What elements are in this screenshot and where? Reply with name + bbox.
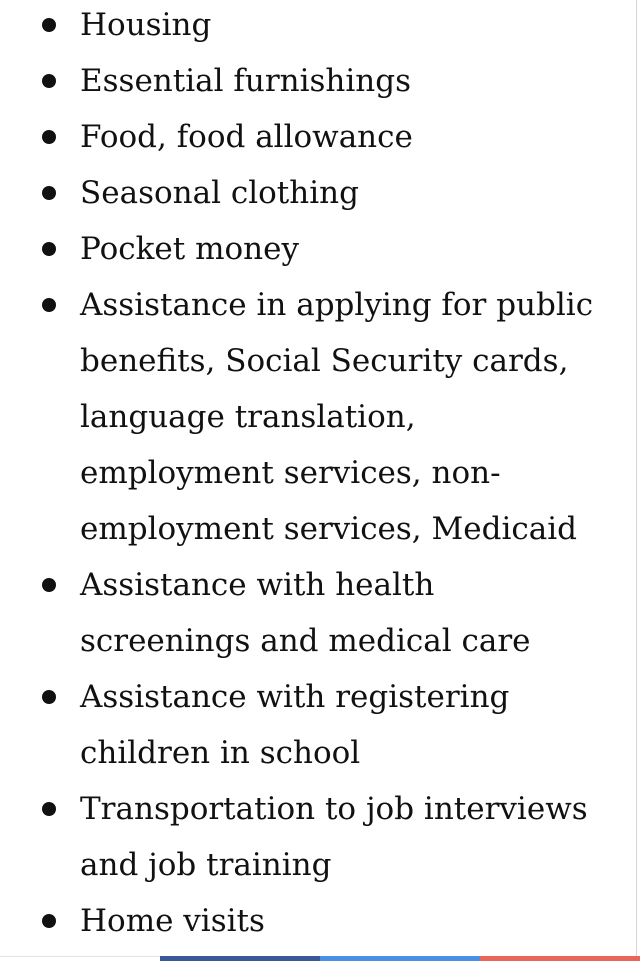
list-item-home-visits xyxy=(0,893,640,949)
list-item-text: Home visits xyxy=(80,903,265,939)
color-bar-segment xyxy=(480,956,640,961)
list-item-text: Food, food allowance xyxy=(80,119,413,155)
list-item-public-benefits-assistance xyxy=(0,277,640,557)
bullet-icon xyxy=(42,914,56,928)
bullet-icon xyxy=(42,578,56,592)
color-bar-segment xyxy=(320,956,480,961)
bullet-icon xyxy=(42,130,56,144)
list-item-text: Pocket money xyxy=(80,231,299,267)
list-item-food xyxy=(0,109,640,165)
color-bar-segment xyxy=(160,956,320,961)
share-color-bar xyxy=(160,956,640,961)
list-item-essential-furnishings xyxy=(0,53,640,109)
list-item-transportation xyxy=(0,781,640,893)
bullet-icon xyxy=(42,298,56,312)
bullet-icon xyxy=(42,186,56,200)
bullet-icon xyxy=(42,18,56,32)
list-item-housing xyxy=(0,0,640,53)
bullet-icon xyxy=(42,802,56,816)
list-item-text: Assistance with registering children in school xyxy=(80,679,510,771)
list-item-text: Seasonal clothing xyxy=(80,175,359,211)
list-item-seasonal-clothing xyxy=(0,165,640,221)
bullet-icon xyxy=(42,690,56,704)
list-item-pocket-money xyxy=(0,221,640,277)
list-item-text: Essential furnishings xyxy=(80,63,412,99)
bullet-icon xyxy=(42,74,56,88)
list-item-school-registration xyxy=(0,669,640,781)
list-item-text: Assistance in applying for public benefits, Social Security cards, language translation, employment services, non- employment services, Medicaid xyxy=(80,287,594,547)
list-item-text: Transportation to job interviews and job training xyxy=(80,791,588,883)
bullet-icon xyxy=(42,242,56,256)
list-item-text: Housing xyxy=(80,7,212,43)
list-item-health-assistance xyxy=(0,557,640,669)
list-item-text: Assistance with health screenings and medical care xyxy=(80,567,531,659)
